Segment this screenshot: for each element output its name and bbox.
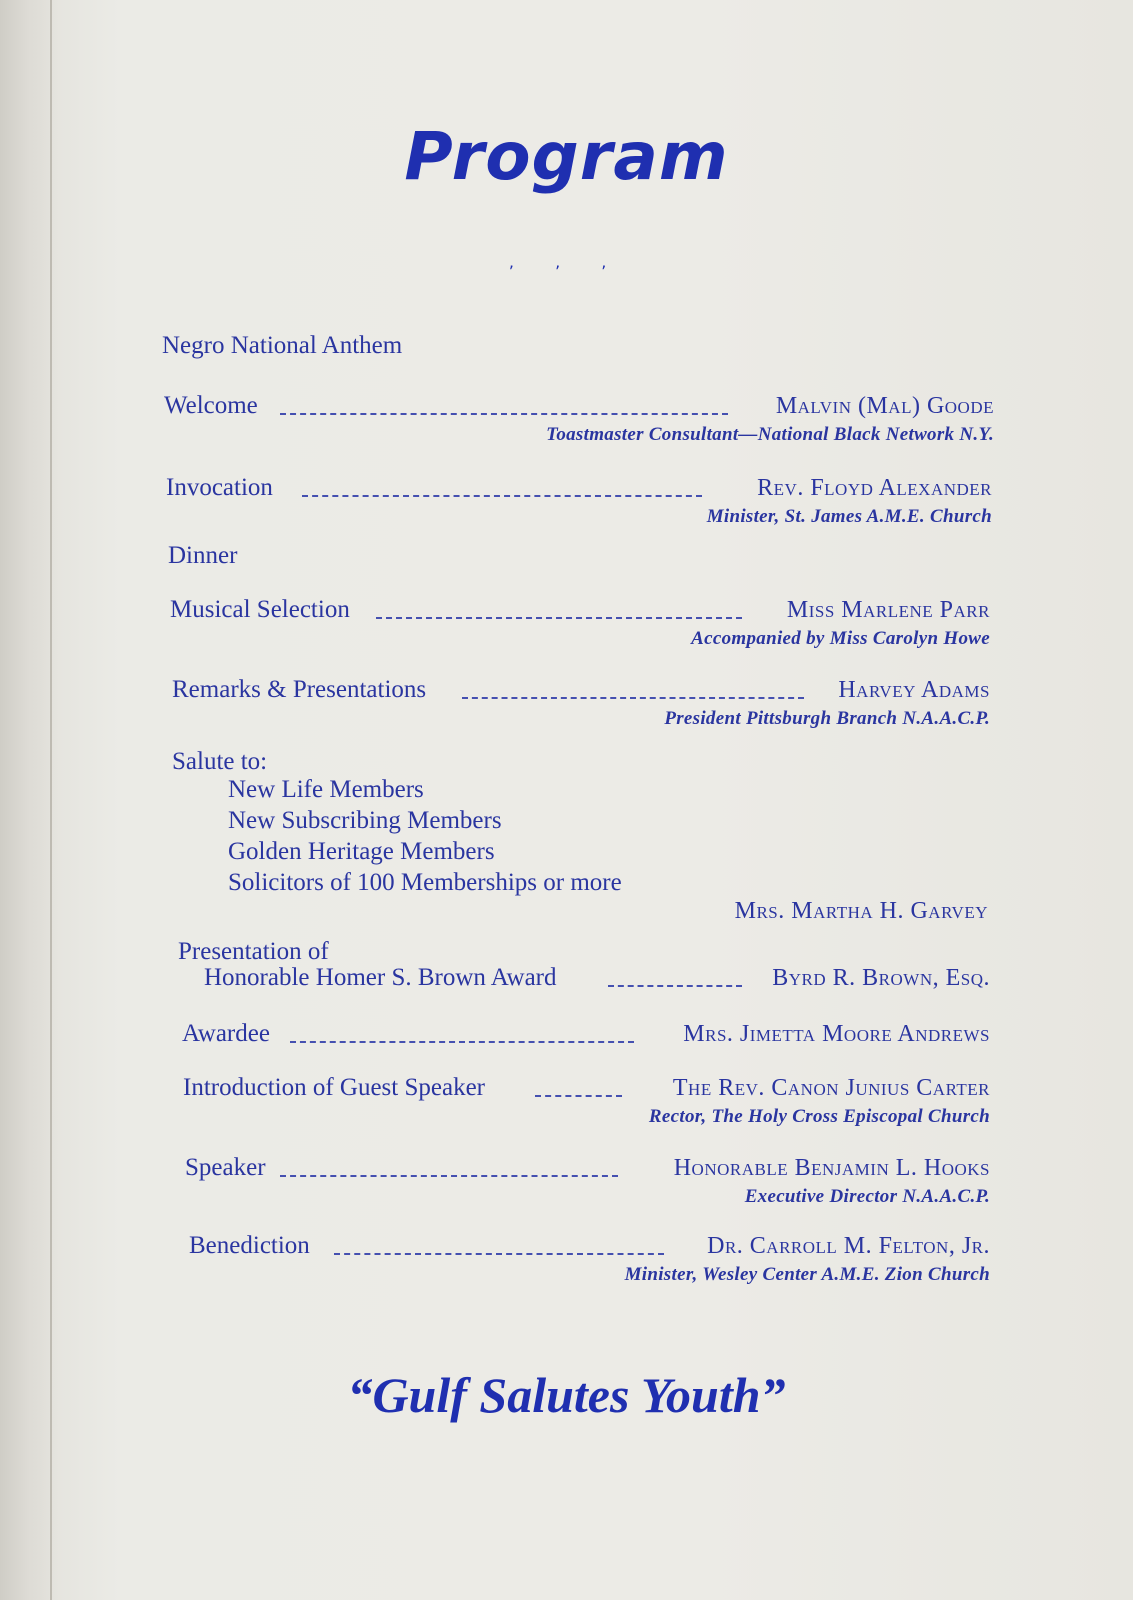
- page-binding-edge: [50, 0, 52, 1600]
- item-person: Honorable Benjamin L. Hooks: [673, 1155, 990, 1181]
- item-person-title: Executive Director N.A.A.C.P.: [744, 1186, 990, 1207]
- salute-item: Golden Heritage Members: [228, 838, 495, 865]
- dotted-leader: [334, 1253, 664, 1255]
- item-person-title: Accompanied by Miss Carolyn Howe: [691, 628, 990, 649]
- item-label: Awardee: [182, 1020, 270, 1047]
- program-item-presentation: [204, 964, 990, 994]
- program-item-introduction: [183, 1074, 990, 1127]
- program-item-remarks: [172, 676, 990, 729]
- program-item-welcome: [164, 392, 994, 445]
- dotted-leader: [302, 495, 702, 497]
- item-label: Remarks & Presentations: [172, 676, 427, 703]
- salute-heading: Salute to:: [172, 748, 268, 775]
- item-person-title: Rector, The Holy Cross Episcopal Church: [648, 1106, 990, 1127]
- salute-person: Mrs. Martha H. Garvey: [734, 898, 988, 924]
- page-title: Program: [404, 118, 729, 195]
- item-person-title: Minister, Wesley Center A.M.E. Zion Church: [624, 1264, 990, 1285]
- item-person-title: Minister, St. James A.M.E. Church: [706, 506, 992, 527]
- item-label: Welcome: [164, 392, 258, 419]
- item-label: Musical Selection: [170, 596, 350, 623]
- item-person: Byrd R. Brown, Esq.: [772, 965, 990, 991]
- program-item-invocation: [166, 474, 992, 527]
- item-person: Mrs. Jimetta Moore Andrews: [683, 1021, 990, 1047]
- item-label: Invocation: [166, 474, 273, 501]
- item-person: Dr. Carroll M. Felton, Jr.: [707, 1233, 990, 1259]
- item-anthem: Negro National Anthem: [162, 332, 403, 359]
- item-person-title: Toastmaster Consultant—National Black Network N.Y.: [546, 424, 994, 445]
- dotted-leader: [290, 1041, 634, 1043]
- presentation-heading: Presentation of: [178, 938, 329, 965]
- item-person: Rev. Floyd Alexander: [757, 475, 992, 501]
- program-item-benediction: [189, 1232, 990, 1285]
- item-label: Introduction of Guest Speaker: [183, 1074, 486, 1101]
- item-person: Malvin (Mal) Goode: [775, 393, 994, 419]
- item-person-title: President Pittsburgh Branch N.A.A.C.P.: [664, 708, 990, 729]
- item-label: Honorable Homer S. Brown Award: [204, 964, 557, 991]
- program-item-musical: [170, 596, 990, 649]
- dotted-leader: [280, 413, 728, 415]
- item-person: The Rev. Canon Junius Carter: [672, 1075, 990, 1101]
- dotted-leader: [376, 617, 742, 619]
- salute-item: New Life Members: [228, 776, 424, 803]
- program-item-awardee: [182, 1020, 990, 1050]
- item-person: Miss Marlene Parr: [786, 597, 990, 623]
- ornament-divider: ’ ’ ’: [508, 262, 625, 281]
- salute-item: New Subscribing Members: [228, 807, 502, 834]
- item-label: Benediction: [189, 1232, 310, 1259]
- footer-slogan: “Gulf Salutes Youth”: [347, 1367, 786, 1423]
- dotted-leader: [535, 1095, 622, 1097]
- dotted-leader: [280, 1175, 618, 1177]
- item-dinner: Dinner: [168, 542, 238, 569]
- item-label: Speaker: [185, 1154, 266, 1181]
- dotted-leader: [608, 985, 742, 987]
- item-person: Harvey Adams: [838, 677, 990, 703]
- program-item-speaker: [185, 1154, 990, 1207]
- salute-item: Solicitors of 100 Memberships or more: [228, 869, 622, 896]
- dotted-leader: [462, 697, 804, 699]
